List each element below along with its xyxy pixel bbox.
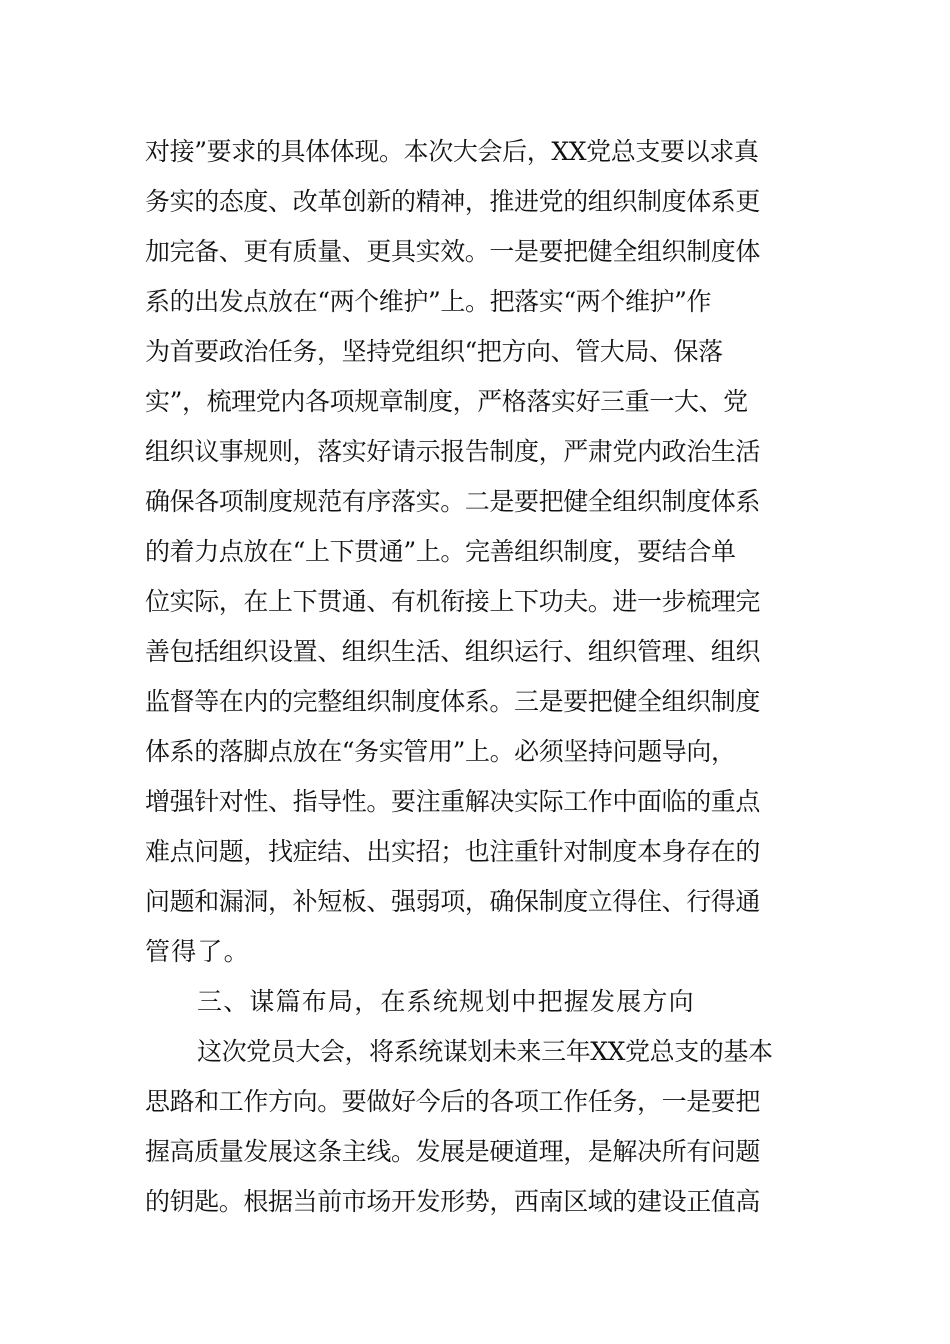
text-line: 三、谋篇布局，在系统规划中把握发展方向 — [197, 987, 695, 1016]
text-line: 加完备、更有质量、更具实效。一是要把健全组织制度体 — [145, 237, 761, 266]
document-body — [145, 127, 815, 1227]
text-line: 的着力点放在“上下贯通”上。完善组织制度，要结合单 — [145, 537, 736, 566]
text-line: 难点问题，找症结、出实招；也注重针对制度本身存在的 — [145, 837, 761, 866]
text-line: 握高质量发展这条主线。发展是硬道理，是解决所有问题 — [145, 1137, 761, 1166]
text-line: 务实的态度、改革创新的精神，推进党的组织制度体系更 — [145, 187, 761, 216]
text-line: 的钥匙。根据当前市场开发形势，西南区域的建设正值高 — [145, 1187, 761, 1216]
text-line: 监督等在内的完整组织制度体系。三是要把健全组织制度 — [145, 687, 761, 716]
text-line: 系的出发点放在“两个维护”上。把落实“两个维护”作 — [145, 287, 712, 316]
text-line: 问题和漏洞，补短板、强弱项，确保制度立得住、行得通 — [145, 887, 761, 916]
text-line: 为首要政治任务，坚持党组织“把方向、管大局、保落 — [145, 337, 723, 366]
text-line: 实”，梳理党内各项规章制度，严格落实好三重一大、党 — [145, 387, 748, 416]
text-line: 思路和工作方向。要做好今后的各项工作任务，一是要把 — [145, 1087, 761, 1116]
text-line: 组织议事规则，落实好请示报告制度，严肃党内政治生活 — [145, 437, 761, 466]
text-line: 确保各项制度规范有序落实。二是要把健全组织制度体系 — [145, 487, 761, 516]
text-line: 对接”要求的具体体现。本次大会后，XX党总支要以求真 — [145, 137, 759, 166]
text-line: 增强针对性、指导性。要注重解决实际工作中面临的重点 — [145, 787, 761, 816]
text-line: 体系的落脚点放在“务实管用”上。必须坚持问题导向， — [145, 737, 736, 766]
text-line: 善包括组织设置、组织生活、组织运行、组织管理、组织 — [145, 637, 761, 666]
text-line: 位实际，在上下贯通、有机衔接上下功夫。进一步梳理完 — [145, 587, 761, 616]
text-line: 管得了。 — [145, 937, 250, 966]
text-line: 这次党员大会，将系统谋划未来三年XX党总支的基本 — [197, 1037, 773, 1066]
